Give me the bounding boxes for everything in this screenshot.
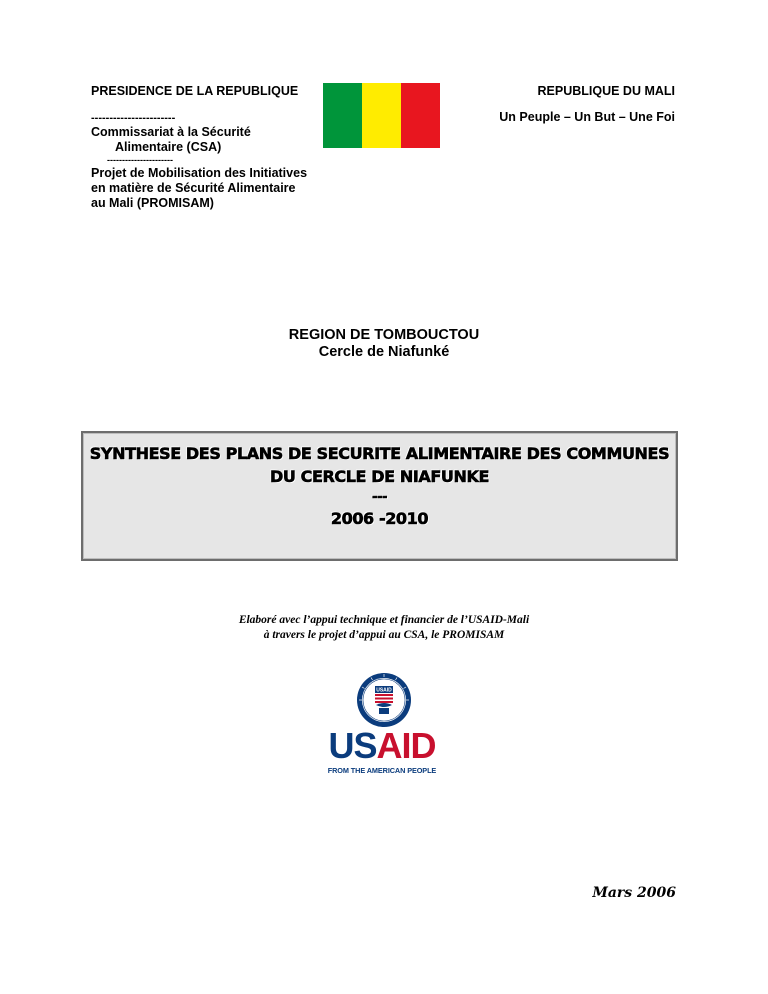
document-title-box <box>81 431 678 561</box>
commissariat-line-1: Commissariat à la Sécurité <box>91 125 251 139</box>
document-period: 2006 -2010 <box>330 509 429 528</box>
flag-band-green <box>323 83 362 148</box>
separator: ----------------------- <box>91 112 176 124</box>
commissariat-line-2: Alimentaire (CSA) <box>115 140 222 154</box>
republique-label: REPUBLIQUE DU MALI <box>537 84 675 98</box>
devise: Un Peuple – Un But – Une Foi <box>499 110 675 124</box>
region-title: REGION DE TOMBOUCTOU <box>288 327 480 343</box>
country-block <box>499 84 675 125</box>
separator: ---------------------- <box>107 155 173 165</box>
document-title-separator: --- <box>372 490 387 505</box>
mali-flag <box>323 83 440 148</box>
document-date: Mars 2006 <box>592 885 676 901</box>
usaid-seal-icon <box>356 672 412 728</box>
credit-note <box>0 613 768 643</box>
usaid-tagline: FROM THE AMERICAN PEOPLE <box>327 766 437 775</box>
projet-line-3: au Mali (PROMISAM) <box>91 196 214 210</box>
presidence-label: PRESIDENCE DE LA REPUBLIQUE <box>91 84 299 98</box>
cercle-title: Cercle de Niafunké <box>318 344 450 360</box>
document-title-line-1: SYNTHESE DES PLANS DE SECURITE ALIMENTAIRE DES COMMUNES <box>89 444 670 463</box>
projet-line-1: Projet de Mobilisation des Initiatives <box>91 166 308 180</box>
projet-line-2: en matière de Sécurité Alimentaire <box>91 181 296 195</box>
credit-line-2: à travers le projet d’appui au CSA, le PROMISAM <box>263 629 505 641</box>
credit-line-1: Elaboré avec l’appui technique et financier de l’USAID-Mali <box>238 614 530 626</box>
usaid-wordmark <box>322 725 442 766</box>
flag-band-yellow <box>362 83 401 148</box>
document-title-line-2: DU CERCLE DE NIAFUNKE <box>269 467 490 486</box>
issuer-block <box>91 84 307 211</box>
wordmark-us: US <box>328 725 377 766</box>
wordmark-aid: AID <box>376 725 436 766</box>
region-heading <box>0 327 768 361</box>
seal-label: USAID <box>376 687 392 694</box>
flag-band-red <box>401 83 440 148</box>
